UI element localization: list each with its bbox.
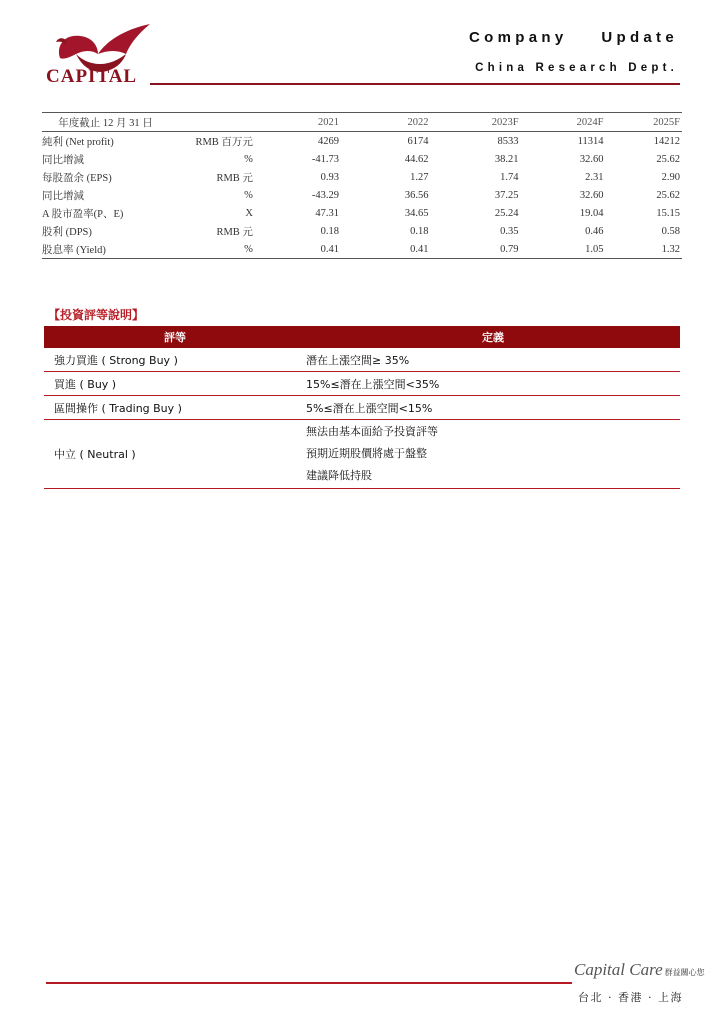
rating-grade: 區間操作 ( Trading Buy ) <box>54 401 182 415</box>
table-cell: 25.62 <box>656 189 680 201</box>
table-cell: 0.41 <box>320 243 340 255</box>
column-header-year: 2021 <box>318 116 340 128</box>
table-cell: 44.62 <box>404 153 429 165</box>
table-row <box>42 222 682 240</box>
page-subtitle: China Research Dept. <box>475 62 678 74</box>
table-row <box>42 132 682 151</box>
table-row <box>42 204 682 222</box>
column-header-year: 2023F <box>491 116 519 128</box>
table-cell: 36.56 <box>404 189 429 201</box>
rating-header-row <box>44 326 680 348</box>
column-header-label: 年度截止 12 月 31 日 <box>58 117 153 129</box>
column-header-definition-label: 定義 <box>482 331 504 344</box>
row-label: 股利 (DPS) <box>42 226 92 238</box>
row-unit: RMB 元 <box>216 172 253 184</box>
table-cell: 6174 <box>407 135 429 147</box>
table-header-row <box>42 113 682 132</box>
logo-wordmark: CAPITAL <box>46 66 138 87</box>
table-cell: 0.79 <box>500 243 519 255</box>
table-cell: 1.32 <box>661 243 680 255</box>
rating-row <box>44 420 680 489</box>
table-cell: 0.35 <box>500 225 519 237</box>
footer-brand-name: Capital Care <box>574 960 663 979</box>
table-row <box>42 168 682 186</box>
column-header-year: 2024F <box>576 116 604 128</box>
footer-divider <box>46 982 572 984</box>
row-unit: RMB 元 <box>216 226 253 238</box>
rating-definition-line: 無法由基本面給予投資評等 <box>306 425 438 438</box>
row-unit: RMB 百万元 <box>195 136 253 148</box>
row-label: 同比增減 <box>42 154 84 166</box>
table-cell: 11314 <box>577 135 604 147</box>
financial-summary-table <box>42 112 682 259</box>
table-cell: 8533 <box>497 135 519 147</box>
table-cell: 34.65 <box>404 207 429 219</box>
table-cell: 19.04 <box>579 207 604 219</box>
column-header-definition <box>306 326 680 348</box>
row-label: A 股市盈率(P、E) <box>42 208 124 220</box>
table-cell: 1.27 <box>410 171 429 183</box>
rating-definition-line: 建議降低持股 <box>306 469 372 482</box>
rating-definition-table <box>44 326 680 489</box>
row-unit: % <box>244 189 253 201</box>
rating-row <box>44 372 680 396</box>
column-header-year: 2025F <box>653 116 680 128</box>
column-header-grade: 評等 <box>164 331 186 344</box>
row-label: 同比增減 <box>42 190 84 202</box>
page-title: Company Update <box>469 29 678 46</box>
table-cell: 2.31 <box>585 171 604 183</box>
row-unit: % <box>244 243 253 255</box>
rating-definition <box>306 420 680 489</box>
row-label: 每股盈余 (EPS) <box>42 172 112 184</box>
header-divider <box>150 83 680 85</box>
table-cell: 47.31 <box>315 207 340 219</box>
table-cell: 0.46 <box>585 225 604 237</box>
table-cell: 25.24 <box>494 207 519 219</box>
table-cell: 32.60 <box>579 189 604 201</box>
column-header-unit <box>169 113 261 132</box>
rating-grade: 強力買進 ( Strong Buy ) <box>54 353 178 367</box>
table-cell: 38.21 <box>494 153 519 165</box>
table-cell: 32.60 <box>579 153 604 165</box>
table-cell: 0.18 <box>410 225 429 237</box>
table-cell: 0.58 <box>661 225 680 237</box>
table-cell: -43.29 <box>311 189 340 201</box>
table-row <box>42 150 682 168</box>
table-cell: 15.15 <box>656 207 680 219</box>
rating-grade: 買進 ( Buy ) <box>54 377 117 391</box>
table-cell: 4269 <box>318 135 340 147</box>
rating-definition: 15%≤潛在上漲空間<35% <box>306 377 440 391</box>
table-row <box>42 240 682 259</box>
table-cell: 25.62 <box>656 153 680 165</box>
row-label: 股息率 (Yield) <box>42 244 106 256</box>
column-header-year: 2022 <box>407 116 429 128</box>
rating-definition: 5%≤潛在上漲空間<15% <box>306 401 433 415</box>
rating-row <box>44 348 680 372</box>
table-cell: 1.05 <box>585 243 604 255</box>
table-cell: 2.90 <box>661 171 680 183</box>
row-unit: % <box>244 153 253 165</box>
rating-definition-line: 預期近期股價將處于盤整 <box>306 447 427 460</box>
table-cell: 0.18 <box>320 225 340 237</box>
footer-cities: 台北 · 香港 · 上海 <box>578 991 683 1004</box>
table-cell: 14212 <box>653 135 680 147</box>
footer-brand <box>574 960 705 980</box>
table-row <box>42 186 682 204</box>
footer-brand-slogan: 群益關心您 <box>664 968 705 977</box>
table-cell: 1.74 <box>500 171 519 183</box>
rating-grade: 中立 ( Neutral ) <box>54 448 136 461</box>
row-label: 純利 (Net profit) <box>42 136 114 148</box>
table-cell: 0.93 <box>320 171 340 183</box>
row-unit: X <box>245 207 253 219</box>
rating-definition: 潛在上漲空間≥ 35% <box>306 353 410 367</box>
table-cell: 0.41 <box>410 243 429 255</box>
rating-section-title: 【投資評等說明】 <box>48 308 145 322</box>
table-cell: -41.73 <box>311 153 340 165</box>
rating-row <box>44 396 680 420</box>
table-cell: 37.25 <box>494 189 519 201</box>
